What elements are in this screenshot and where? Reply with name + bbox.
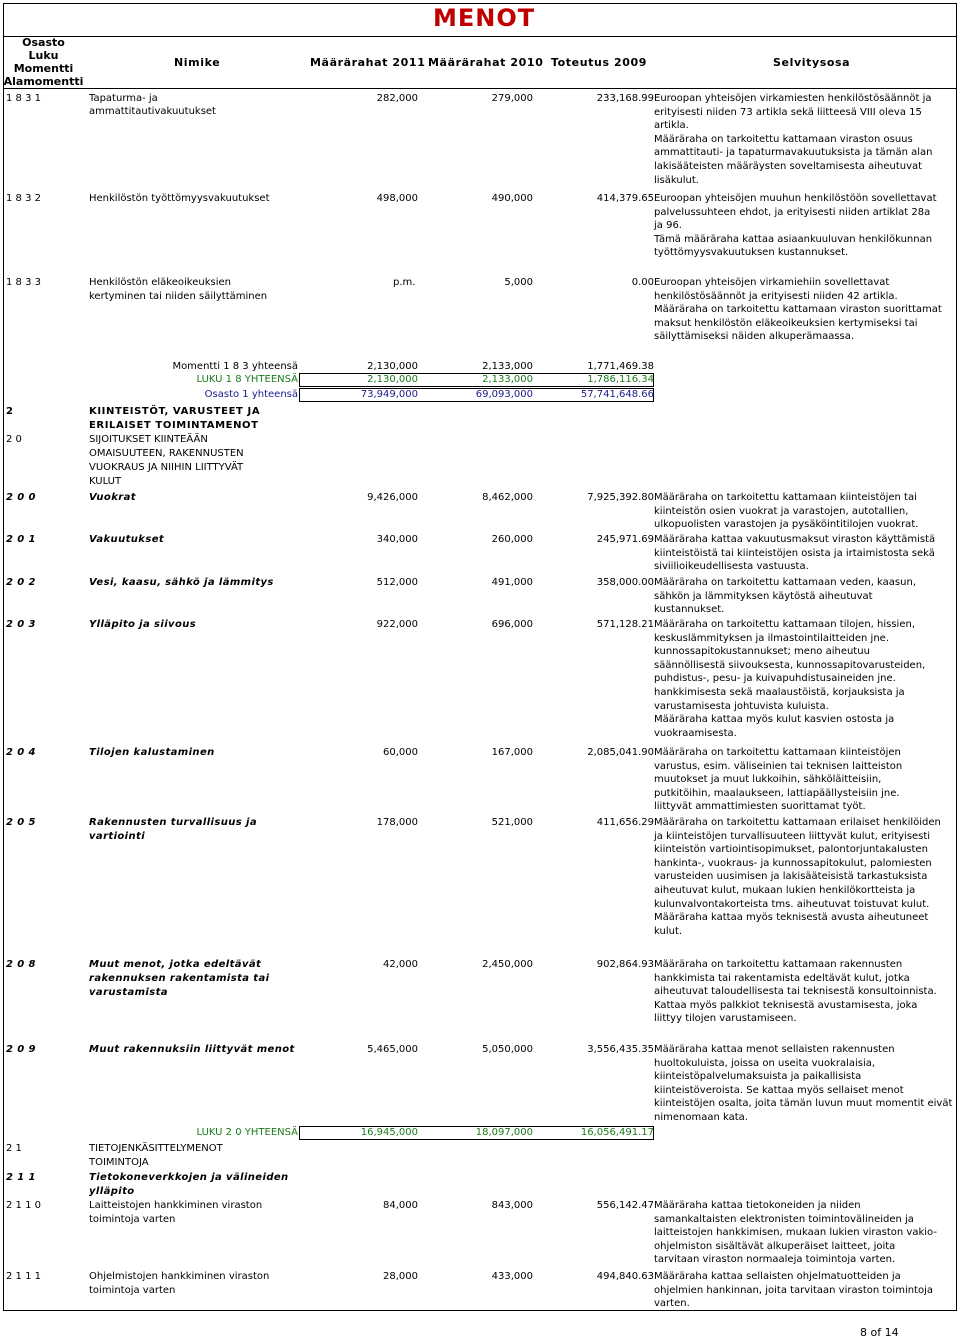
row-code: 1 8 3 1: [6, 93, 41, 104]
description-line: ja kiinteistöjen turvallisuuteen liittyvät kulut, erityisesti: [654, 830, 931, 842]
item-name: Ylläpito ja siivous: [89, 619, 197, 630]
item-description: [654, 533, 935, 574]
header-dept: Osasto Luku Momentti Alamomentti: [3, 36, 84, 88]
item-name: Vesi, kaasu, sähkö ja lämmitys: [89, 577, 274, 588]
header-selvitysosa: Selvitysosa: [773, 56, 851, 69]
description-line: kiinteistöpalvelumaksuista ja paikallisista: [654, 1071, 862, 1083]
row-description: [654, 92, 932, 187]
total-label: Osasto 1 yhteensä: [204, 389, 298, 400]
item-code: 2 0 3: [6, 619, 36, 630]
value-2010: 490,000: [491, 193, 533, 204]
row-description: [654, 192, 937, 260]
description-line: Euroopan yhteisöjen muuhun henkilöstöön sovellettavat: [654, 193, 937, 204]
value-2011: 282,000: [376, 93, 418, 104]
item-code: 2 1 1 1: [6, 1271, 41, 1282]
description-line: varusteiden uusimisen ja lakisääteisistä tarkastuksista: [654, 871, 928, 883]
description-line: Määräraha on tarkoitettu kattamaan viraston osuus: [654, 133, 913, 145]
item-code: 2 0 0: [6, 492, 36, 503]
description-line: kustannukset.: [654, 604, 725, 616]
value-2009: 494,840.63: [596, 1271, 654, 1282]
description-line: kunnossapitokustannukset; meno aiheutuu: [654, 646, 870, 658]
total-2010: 2,133,000: [482, 374, 533, 385]
value-2010: 843,000: [491, 1200, 533, 1211]
total-2011: 73,949,000: [360, 389, 418, 400]
item-code: 2 0 5: [6, 817, 36, 828]
description-line: ulkopuolisten varastojen ja pysäköintitilojen vuokrat.: [654, 519, 919, 531]
total-2009: 1,771,469.38: [587, 361, 654, 372]
description-line: kulut.: [654, 925, 683, 937]
value-2009: 414,379.65: [596, 193, 654, 204]
description-line: erityisesti niiden 73 artikla sekä liitteesä VIII oleva 15: [654, 106, 922, 118]
row-name: ammattitautivakuutukset: [89, 106, 216, 117]
page-number: 8 of 14: [860, 1326, 899, 1339]
item-code: 2 0 2: [6, 577, 36, 588]
description-line: Määräraha kattaa vakuutusmaksut viraston käyttämistä: [654, 534, 936, 545]
value-2009: 411,656.29: [596, 817, 654, 828]
item-name: Rakennusten turvallisuus ja: [89, 817, 257, 828]
value-2010: 8,462,000: [482, 492, 533, 503]
description-line: Euroopan yhteisöjen virkamiesten henkilöstösäännöt ja: [654, 93, 932, 104]
item-code: 2 0 8: [6, 959, 36, 970]
value-2011: 42,000: [383, 959, 418, 970]
description-line: ohjelmien hankinnan, joita tarvitaan viraston toimintoja: [654, 1284, 933, 1296]
item-description: [654, 618, 925, 740]
description-line: aiheutuvat taloudellisesta tai teknisestä konsultoinnista.: [654, 986, 937, 998]
value-2009: 7,925,392.80: [587, 492, 654, 503]
description-line: Määräraha kattaa menot sellaisten rakennusten: [654, 1044, 895, 1055]
value-2011: 512,000: [376, 577, 418, 588]
section-code: 2: [6, 406, 14, 417]
value-2010: 433,000: [491, 1271, 533, 1282]
item-name: vartiointi: [89, 831, 146, 842]
description-line: huoltokuluista, joissa on useita vuokralaisia,: [654, 1057, 876, 1069]
description-line: liittyy tilojen varustamiseen.: [654, 1013, 797, 1025]
description-line: ohjelmiston sisältävät alkuperäiset laitteet, joita: [654, 1240, 896, 1252]
value-2009: 556,142.47: [596, 1200, 654, 1211]
total-2011: 16,945,000: [360, 1127, 418, 1138]
item-code: 2 0 9: [6, 1044, 36, 1055]
description-line: Määräraha on tarkoitettu kattamaan veden, kaasun,: [654, 577, 916, 588]
item-name: Vuokrat: [89, 492, 136, 503]
header-toteutus-2009: Toteutus 2009: [551, 56, 648, 69]
item-description: [654, 746, 902, 814]
total-2009: 57,741,648.66: [580, 389, 654, 400]
row-name: Tapaturma- ja: [89, 93, 158, 104]
row-description: [654, 276, 942, 344]
chapter-code: 2 1: [6, 1143, 22, 1154]
value-2009: 358,000.00: [596, 577, 654, 588]
header-divider: [4, 36, 956, 37]
value-2010: 491,000: [491, 577, 533, 588]
value-2011: 498,000: [376, 193, 418, 204]
description-line: Määräraha on tarkoitettu kattamaan kiinteistöjen: [654, 747, 901, 758]
description-line: samankaltaisten elektronisten toimintovälineiden ja: [654, 1213, 914, 1225]
description-line: hankinta-, vuokraus- ja kunnossapitokulut, palomiesten: [654, 857, 932, 869]
item-name: Tietokoneverkkojen ja välineiden: [89, 1172, 289, 1183]
value-2011: 9,426,000: [367, 492, 418, 503]
total-label: LUKU 1 8 YHTEENSÄ: [196, 374, 298, 385]
total-2010: 69,093,000: [475, 389, 533, 400]
item-description: [654, 816, 941, 938]
description-line: Tämä määräraha kattaa asiaankuuluvan henkilökunnan: [654, 233, 933, 245]
row-code: 1 8 3 2: [6, 193, 41, 204]
page-title: MENOT: [433, 4, 536, 32]
chapter-code: 2 0: [6, 434, 22, 445]
total-2010: 2,133,000: [482, 361, 533, 372]
value-2010: 279,000: [491, 93, 533, 104]
item-name: toimintoja varten: [89, 1285, 176, 1296]
description-line: laitteistojen hankkimisen, mukaan lukien viraston vakio-: [654, 1227, 937, 1239]
description-line: Määräraha on tarkoitettu kattamaan rakennusten: [654, 959, 903, 970]
item-code: 2 0 1: [6, 534, 36, 545]
row-name: Henkilöstön eläkeoikeuksien: [89, 277, 231, 288]
value-2011: 28,000: [383, 1271, 418, 1282]
description-line: liittyvät ammattimiesten suorittamat työt.: [654, 801, 866, 813]
description-line: kulunvalvontakorteista tms. aiheutuvat toistuvat kulut.: [654, 898, 930, 910]
item-code: 2 1 1: [6, 1172, 36, 1183]
description-line: Määräraha kattaa tietokoneiden ja niiden: [654, 1200, 861, 1211]
item-description: [654, 1270, 933, 1311]
description-line: kiinteistön vartiointisopimukset, palontorjuntakalusten: [654, 844, 928, 856]
description-line: kiinteistöjen osalta, joita tämän luvun muut momentit eivät: [654, 1098, 953, 1110]
description-line: säilyttämiseksi näiden alkuperämaassa.: [654, 331, 855, 343]
value-2009: 2,085,041.90: [587, 747, 654, 758]
value-2009: 0.00: [631, 277, 654, 288]
item-description: [654, 491, 918, 532]
value-2010: 260,000: [491, 534, 533, 545]
description-line: puhdistus-, pesu- ja kuivapuhdistusaineiden jne.: [654, 673, 896, 685]
description-line: nimenomaan kata.: [654, 1111, 748, 1123]
item-description: [654, 958, 937, 1026]
description-line: Määräraha on tarkoitettu kattamaan tilojen, hissien,: [654, 619, 915, 630]
description-line: muutokset ja muut lukkoihin, sähköläitteisiin,: [654, 774, 882, 786]
description-line: maksut henkilöstön eläkeoikeuksien kertymiseksi tai: [654, 317, 918, 329]
header-maararahat-2011: Määrärahat 2011: [310, 56, 426, 69]
description-line: lakisääteisten määräysten soveltamisesta aiheutuvat: [654, 160, 923, 172]
description-line: Määräraha kattaa myös kulut kasvien ostosta ja: [654, 714, 895, 726]
item-name: Tilojen kalustaminen: [89, 747, 215, 758]
description-line: henkilöstösäännöt ja erityisesti niiden 42 artikla.: [654, 290, 898, 302]
description-line: varustus, esim. väliseinien tai teknisen laitteiston: [654, 760, 903, 772]
chapter-title: SIJOITUKSET KIINTEÄÄN: [89, 434, 208, 445]
header-maararahat-2010: Määrärahat 2010: [428, 56, 544, 69]
value-2011: 178,000: [376, 817, 418, 828]
value-2011: 60,000: [383, 747, 418, 758]
description-line: Määräraha kattaa sellaisten ohjelmatuotteiden ja: [654, 1271, 901, 1282]
item-name: Muut menot, jotka edeltävät: [89, 959, 262, 970]
chapter-title: TIETOJENKÄSITTELYMENOT: [89, 1143, 223, 1154]
item-description: [654, 576, 916, 617]
value-2010: 5,000: [504, 277, 533, 288]
description-line: aiheutuvat kulut, mukaan lukien henkilökortteista ja: [654, 884, 916, 896]
description-line: keskuslämmityksen ja ilmastointilaitteiden jne.: [654, 632, 889, 644]
description-line: kiinteistöveroista. Se kattaa myös sellaiset menot: [654, 1084, 904, 1096]
value-2010: 5,050,000: [482, 1044, 533, 1055]
item-description: [654, 1043, 952, 1125]
description-line: Kattaa myös palkkiot teknisestä avustamisesta, joka: [654, 999, 918, 1011]
value-2009: 245,971.69: [596, 534, 654, 545]
total-label: LUKU 2 0 YHTEENSÄ: [196, 1127, 298, 1138]
description-line: Määräraha on tarkoitettu kattamaan kiinteistöjen tai: [654, 492, 917, 503]
item-name: ylläpito: [89, 1186, 135, 1197]
description-line: sähkön ja lämmityksen käytöstä aiheutuvat: [654, 590, 873, 602]
value-2010: 167,000: [491, 747, 533, 758]
value-2011: 340,000: [376, 534, 418, 545]
section-title: ERILAISET TOIMINTAMENOT: [89, 420, 259, 431]
description-line: Määräraha on tarkoitettu kattamaan viraston suorittamat: [654, 304, 942, 316]
description-line: Määräraha kattaa myös teknisestä avusta aiheutuneet: [654, 912, 929, 924]
description-line: artikla.: [654, 120, 689, 132]
description-line: tarvitaan viraston normaaleja toimintoja varten.: [654, 1254, 896, 1266]
total-2011: 2,130,000: [367, 374, 418, 385]
value-2011: p.m.: [393, 277, 416, 288]
total-2011: 2,130,000: [367, 361, 418, 372]
description-line: ja 96.: [654, 220, 682, 232]
value-2010: 2,450,000: [482, 959, 533, 970]
chapter-title: OMAISUUTEEN, RAKENNUSTEN: [89, 448, 244, 459]
description-line: kiinteistöistä tai kiinteistöjen osista ja irtaimistosta sekä: [654, 547, 935, 559]
item-name: Muut rakennuksiin liittyvät menot: [89, 1044, 295, 1055]
item-name: Ohjelmistojen hankkiminen viraston: [89, 1271, 270, 1282]
chapter-title: VUOKRAUS JA NIIHIN LIITTYVÄT: [89, 462, 244, 473]
item-name: Vakuutukset: [89, 534, 165, 545]
row-name: kertyminen tai niiden säilyttäminen: [89, 291, 268, 302]
description-line: varten.: [654, 1298, 690, 1310]
description-line: varustamisesta johtuvista kuluista.: [654, 700, 829, 712]
value-2009: 233,168.99: [596, 93, 654, 104]
description-line: säännöllisestä siivouksesta, kunnossapitovarusteiden,: [654, 659, 926, 671]
description-line: vuokraamisesta.: [654, 727, 737, 739]
description-line: Määräraha on tarkoitettu kattamaan erilaiset henkilöiden: [654, 817, 941, 828]
item-name: varustamista: [89, 987, 168, 998]
total-2009: 16,056,491.17: [580, 1127, 654, 1138]
description-line: hankkimista tai rakentamista edeltävät kulut, jotka: [654, 972, 910, 984]
item-description: [654, 1199, 937, 1267]
value-2009: 571,128.21: [596, 619, 654, 630]
value-2011: 922,000: [376, 619, 418, 630]
description-line: putkitöihin, maalaukseen, lattiapäällysteisiin jne.: [654, 787, 900, 799]
description-line: Euroopan yhteisöjen virkamiehiin sovellettavat: [654, 277, 890, 288]
value-2009: 902,864.93: [596, 959, 654, 970]
header-nimike: Nimike: [174, 56, 221, 69]
description-line: lisäkulut.: [654, 174, 699, 186]
total-2009: 1,786,116.34: [587, 374, 654, 385]
item-name: rakennuksen rakentamista tai: [89, 973, 270, 984]
item-name: Laitteistojen hankkiminen viraston: [89, 1200, 263, 1211]
description-line: kiinteistön osien vuokrat ja varastojen, autotallien,: [654, 505, 909, 517]
description-line: palvelussuhteen ehdot, ja erityisesti niiden artiklat 28a: [654, 206, 931, 218]
value-2011: 5,465,000: [367, 1044, 418, 1055]
section-title: KIINTEISTÖT, VARUSTEET JA: [89, 406, 261, 417]
total-2010: 18,097,000: [475, 1127, 533, 1138]
item-name: toimintoja varten: [89, 1214, 176, 1225]
item-code: 2 0 4: [6, 747, 36, 758]
value-2009: 3,556,435.35: [587, 1044, 654, 1055]
chapter-title: TOIMINTOJA: [89, 1157, 149, 1168]
description-line: siviilioikeudellisesta vastuusta.: [654, 561, 809, 573]
value-2010: 696,000: [491, 619, 533, 630]
description-line: työttömyysvakuutuksen kustannukset.: [654, 247, 849, 259]
description-line: hankkimisesta sekä maalaustöistä, korjauksista ja: [654, 686, 905, 698]
description-line: ammattitauti- ja tapaturmavakuutuksista ja tämän alan: [654, 147, 933, 159]
row-code: 1 8 3 3: [6, 277, 41, 288]
value-2010: 521,000: [491, 817, 533, 828]
item-code: 2 1 1 0: [6, 1200, 41, 1211]
value-2011: 84,000: [383, 1200, 418, 1211]
chapter-title: KULUT: [89, 476, 122, 487]
row-name: Henkilöstön työttömyysvakuutukset: [89, 193, 270, 204]
total-label: Momentti 1 8 3 yhteensä: [172, 361, 298, 372]
